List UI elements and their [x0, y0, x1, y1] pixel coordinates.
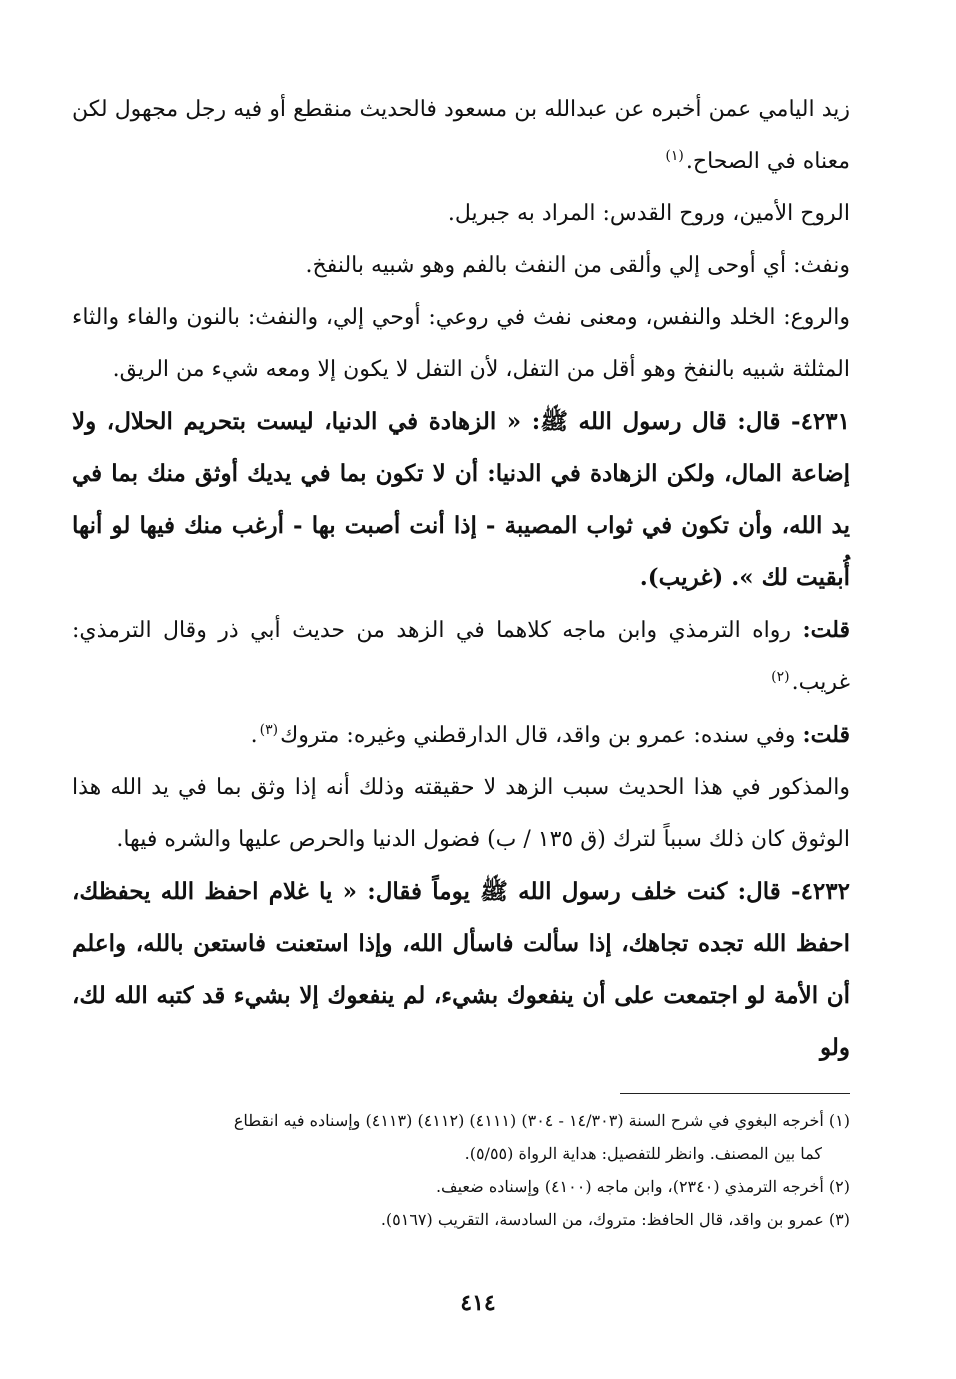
footnote-2: (٢) أخرجه الترمذي (٢٣٤٠)، وابن ماجه (٤١٠٠) وإسناده ضعيف.	[435, 1177, 850, 1196]
qult-note-2: قلت: وفي سنده: عمرو بن واقد، قال الدارقطني وغيره: متروك$^{(٣)}$.	[250, 721, 850, 748]
paragraph-continuation: زيد اليامي عمن أخبره عن عبدالله بن مسعود فالحديث منقطع أو فيه رجل مجهول لكن معناه في الصحاح.$^{(١)}$	[72, 97, 850, 174]
footnote-separator	[620, 1093, 850, 1094]
hadith-4232: ٤٢٣٢- قال: كنت خلف رسول الله ﷺ يوماً فقال: « يا غلام احفظ الله يحفظك، احفظ الله تجده تجاهك، إذا سألت فاسأل الله، وإذا استعنت فاستعن بالله، واعلم أن الأمة لو اجتمعت على أن ينفعوك بشيء، لم ينفعوك إلا بشيء قد كتبه الله لك، ولو	[72, 878, 850, 1061]
paragraph-rau: والروع: الخلد والنفس، ومعنى نفث في روعي: أوحي إلي، والنفث: بالنون والفاء والثاء المثلثة شبيه بالنفخ وهو أقل من التفل، لأن التفل لا يكون إلا ومعه شيء من الريق.	[72, 305, 850, 382]
paragraph-nafath: ونفث: أي أوحى إلي وألقى من النفث بالفم وهو شبيه بالنفخ.	[305, 253, 850, 278]
paragraph-commentary: والمذكور في هذا الحديث سبب الزهد لا حقيقته وذلك أنه إذا وثق بما في يد الله هذا الوثوق كان ذلك سبباً لترك (ق ١٣٥ / ب) فضول الدنيا والحرص عليها والشره فيها.	[72, 775, 850, 852]
footnote-1-continuation: كما بين المصنف. وانظر للتفصيل: هداية الرواة (٥/٥٥).	[464, 1144, 822, 1163]
footnote-ref-3: (٣)	[259, 721, 279, 738]
footnote-1: (١) أخرجه البغوي في شرح السنة (١٤/٣٠٣ - ٣٠٤) (٤١١١) (٤١١٢) (٤١١٣) وإسناده فيه انقطاع	[233, 1111, 850, 1130]
footnote-3: (٣) عمرو بن واقد، قال الحافظ: متروك، من السادسة، التقريب (٥١٦٧).	[380, 1210, 850, 1229]
hadith-4231: ٤٢٣١- قال: قال رسول الله ﷺ: « الزهادة في الدنيا، ليست بتحريم الحلال، ولا إضاعة المال، ولكن الزهادة في الدنيا: أن لا تكون بما في يديك أوثق منك بما في يد الله، وأن تكون في ثواب المصيبة - إذا أنت أصبت بها - أرغب منك فيها لو أنها أُبقيت لك ». (غريب).	[72, 408, 850, 591]
main-text	[72, 84, 850, 1074]
footnote-ref-1: (١)	[665, 147, 684, 164]
paragraph-ruh: الروح الأمين، وروح القدس: المراد به جبريل.	[447, 201, 850, 226]
qult-label: قلت:	[802, 617, 850, 643]
footnotes	[72, 1104, 850, 1236]
qult-label: قلت:	[802, 722, 850, 748]
page-number: ٤١٤	[460, 1290, 496, 1316]
footnote-ref-2: (٢)	[771, 668, 790, 685]
qult-note-1: قلت: رواه الترمذي وابن ماجه كلاهما في الزهد من حديث أبي ذر وقال الترمذي: غريب.$^{(٢)}$	[72, 617, 850, 695]
